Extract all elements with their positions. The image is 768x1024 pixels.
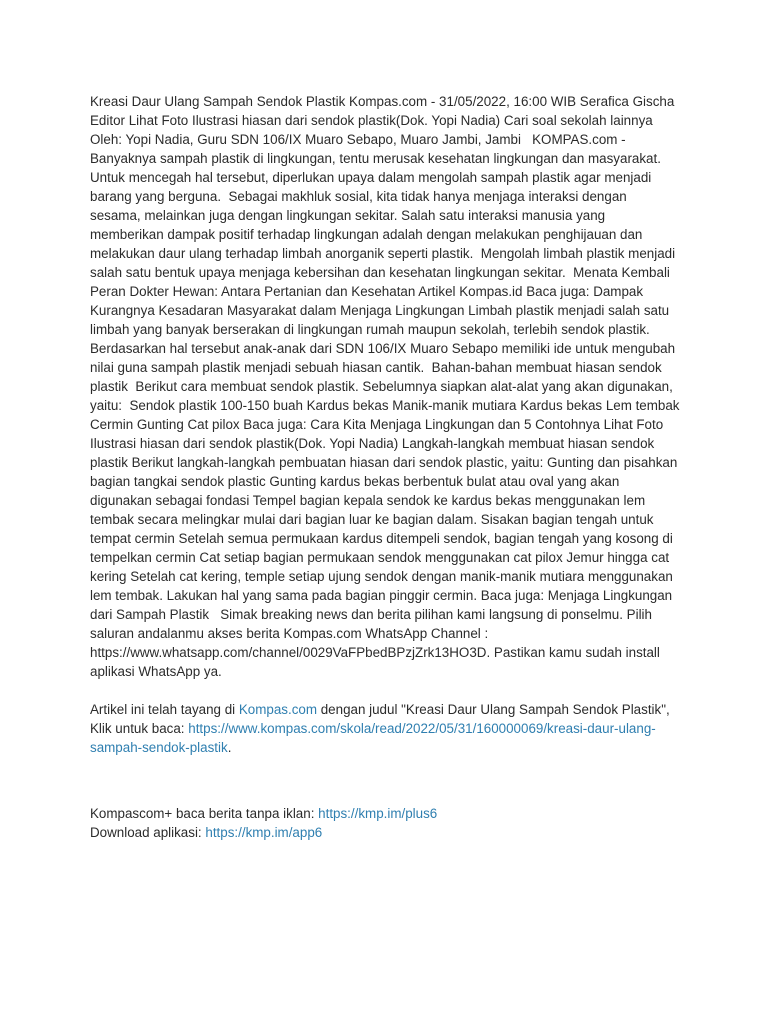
attribution-paragraph: [90, 700, 680, 757]
promo-plus-label: Kompascom+ baca berita tanpa iklan:: [90, 806, 319, 821]
kompas-site-link[interactable]: Kompas.com: [238, 702, 318, 717]
section-gap: [90, 757, 680, 804]
promo-plus-line: [90, 804, 680, 823]
app-link[interactable]: https://kmp.im/app6: [205, 825, 323, 840]
attribution-middle: dengan judul "Kreasi Daur Ulang Sampah Sendok Plastik", Klik untuk baca:: [90, 702, 674, 736]
paragraph-gap: [90, 681, 680, 700]
document-page: [90, 92, 684, 842]
attribution-prefix: Artikel ini telah tayang di: [90, 702, 239, 717]
promo-app-line: [90, 823, 680, 842]
promo-app-label: Download aplikasi:: [90, 825, 206, 840]
plus-link[interactable]: https://kmp.im/plus6: [318, 806, 438, 821]
article-body: Kreasi Daur Ulang Sampah Sendok Plastik Kompas.com - 31/05/2022, 16:00 WIB Serafica Gischa Editor Lihat Foto Ilustrasi hiasan dari sendok plastik(Dok. Yopi Nadia) Cari soal sekolah lainnya Oleh: Yopi Nadia, Guru SDN 106/IX Muaro Sebapo, Muaro Jambi, Jambi KOMPAS.com - Banyaknya sampah plastik di lingkungan, tentu merusak kesehatan lingkungan dan masyarakat. Untuk mencegah hal tersebut, diperlukan upaya dalam mengolah sampah plastik agar menjadi barang yang berguna. Sebagai makhluk sosial, kita tidak hanya menjaga interaksi dengan sesama, melainkan juga dengan lingkungan sekitar. Salah satu interaksi manusia yang memberikan dampak positif terhadap lingkungan adalah dengan melakukan penghijauan dan melakukan daur ulang terhadap limbah anorganik seperti plastik. Mengolah limbah plastik menjadi salah satu bentuk upaya menjaga kebersihan dan kesehatan lingkungan sekitar. Menata Kembali Peran Dokter Hewan: Antara Pertanian dan Kesehatan Artikel Kompas.id Baca juga: Dampak Kurangnya Kesadaran Masyarakat dalam Menjaga Lingkungan Limbah plastik menjadi salah satu limbah yang banyak berserakan di lingkungan rumah maupun sekolah, terlebih sendok plastik. Berdasarkan hal tersebut anak-anak dari SDN 106/IX Muaro Sebapo memiliki ide untuk mengubah nilai guna sampah plastik menjadi sebuah hiasan cantik. Bahan-bahan membuat hiasan sendok plastik Berikut cara membuat sendok plastik. Sebelumnya siapkan alat-alat yang akan digunakan, yaitu: Sendok plastik 100-150 buah Kardus bekas Manik-manik mutiara Kardus bekas Lem tembak Cermin Gunting Cat pilox Baca juga: Cara Kita Menjaga Lingkungan dan 5 Contohnya Lihat Foto Ilustrasi hiasan dari sendok plastik(Dok. Yopi Nadia) Langkah-langkah membuat hiasan sendok plastik Berikut langkah-langkah pembuatan hiasan dari sendok plastic, yaitu: Gunting dan pisahkan bagian tangkai sendok plastic Gunting kardus bekas berbentuk bulat atau oval yang akan digunakan sebagai fondasi Tempel bagian kepala sendok ke kardus bekas menggunakan lem tembak secara melingkar mulai dari bagian luar ke bagian dalam. Sisakan bagian tengah untuk tempat cermin Setelah semua permukaan kardus ditempeli sendok, bagian tengah yang kosong di tempelkan cermin Cat setiap bagian permukaan sendok menggunakan cat pilox Jemur hingga cat kering Setelah cat kering, temple setiap ujung sendok dengan manik-manik mutiara menggunakan lem tembak. Lakukan hal yang sama pada bagian pinggir cermin. Baca juga: Menjaga Lingkungan dari Sampah Plastik Simak breaking news dan berita pilihan kami langsung di ponselmu. Pilih saluran andalanmu akses berita Kompas.com WhatsApp Channel : https://www.whatsapp.com/channel/0029VaFPbedBPzjZrk13HO3D. Pastikan kamu sudah install aplikasi WhatsApp ya.: [90, 94, 684, 679]
attribution-suffix: .: [227, 740, 232, 755]
article-url-link[interactable]: https://www.kompas.com/skola/read/2022/05/31/160000069/kreasi-daur-ulang-sampah-sendok-plastik: [90, 721, 656, 755]
